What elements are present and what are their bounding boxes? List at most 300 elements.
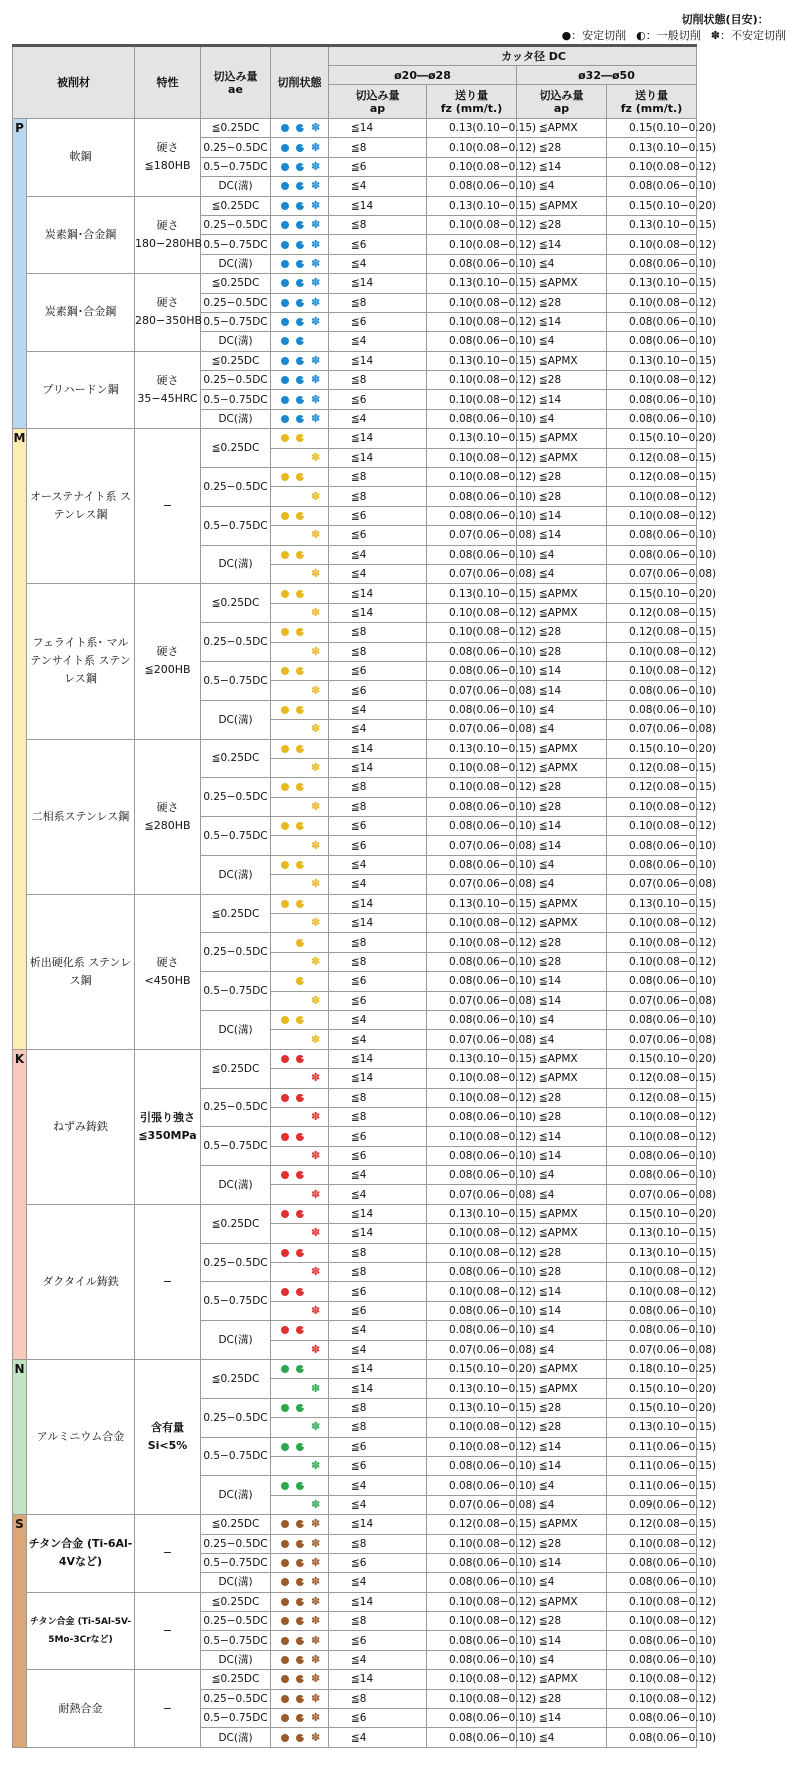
stable-dot-icon [281,337,289,345]
table-row [13,1515,787,1534]
condition-icons [271,177,329,196]
ae-value: 0.25−0.5DC [201,215,271,234]
fz-small: 0.13(0.10−0.15) [427,119,517,138]
ap-large: ≦4 [517,1010,607,1029]
condition-icons [271,720,329,739]
ap-small: ≦14 [329,1592,427,1611]
ap-large: ≦4 [517,1728,607,1747]
condition-icons [271,1360,329,1379]
fz-small: 0.13(0.10−0.15) [427,274,517,293]
fz-large: 0.13(0.10−0.15) [607,138,697,157]
stable-dot-icon [281,1598,289,1606]
ap-small: ≦14 [329,1049,427,1068]
ae-value: 0.5−0.75DC [201,817,271,856]
condition-icons [271,1495,329,1514]
fz-large: 0.07(0.06−0.08) [607,875,697,894]
fz-small: 0.07(0.06−0.08) [427,836,517,855]
general-half-icon [296,1326,304,1334]
ap-large: ≦APMX [517,584,607,603]
group-code-S: S [13,1515,27,1748]
condition-icons [271,1282,329,1301]
condition-icons [271,1592,329,1611]
fz-small: 0.13(0.10−0.15) [427,894,517,913]
material-name: ダクタイル鋳鉄 [27,1204,135,1359]
unstable-star-icon: ✽ [311,295,321,309]
ap-small: ≦6 [329,817,427,836]
fz-small: 0.08(0.06−0.10) [427,1010,517,1029]
fz-small: 0.10(0.08−0.12) [427,1534,517,1553]
fz-large: 0.08(0.06−0.10) [607,1728,697,1747]
fz-large: 0.10(0.08−0.12) [607,952,697,971]
ap-small: ≦14 [329,1224,427,1243]
ap-small: ≦4 [329,1185,427,1204]
fz-small: 0.10(0.08−0.12) [427,1069,517,1088]
fz-large: 0.12(0.08−0.15) [607,603,697,622]
ap-large: ≦14 [517,157,607,176]
stable-dot-icon [281,1520,289,1528]
unstable-star-icon: ✽ [311,722,321,736]
fz-large: 0.08(0.06−0.10) [607,177,697,196]
condition-icons [271,1049,329,1068]
fz-small: 0.08(0.06−0.10) [427,409,517,428]
condition-icons [271,409,329,428]
stable-dot-icon [281,1734,289,1742]
fz-small: 0.10(0.08−0.12) [427,157,517,176]
ap-small: ≦8 [329,1612,427,1631]
ap-large: ≦28 [517,468,607,487]
stable-dot-icon [281,1443,289,1451]
unstable-star-icon: ✽ [311,1226,321,1240]
material-property: − [135,429,201,584]
condition-icons [271,1709,329,1728]
fz-small: 0.13(0.10−0.15) [427,429,517,448]
condition-icons [271,1107,329,1126]
ap-small: ≦4 [329,700,427,719]
unstable-star-icon: ✽ [311,1517,321,1531]
general-half-icon [296,628,304,636]
fz-large: 0.10(0.08−0.12) [607,506,697,525]
ap-small: ≦4 [329,332,427,351]
unstable-star-icon: ✽ [311,1265,321,1279]
general-half-icon [296,667,304,675]
ae-value: DC(溝) [201,1321,271,1360]
fz-small: 0.07(0.06−0.08) [427,1185,517,1204]
ap-small: ≦8 [329,138,427,157]
condition-icons [271,1456,329,1475]
fz-small: 0.10(0.08−0.12) [427,215,517,234]
table-row [13,1670,787,1689]
ap-small: ≦14 [329,1069,427,1088]
material-property: 硬さ 35−45HRC [135,351,201,429]
fz-large: 0.08(0.06−0.10) [607,1631,697,1650]
fz-small: 0.08(0.06−0.10) [427,952,517,971]
stable-dot-icon [281,551,289,559]
fz-small: 0.07(0.06−0.08) [427,720,517,739]
general-half-icon [296,415,304,423]
ae-value: 0.25−0.5DC [201,623,271,662]
general-half-icon [296,1637,304,1645]
stable-dot-icon [281,628,289,636]
unstable-star-icon: ✽ [311,450,321,464]
unstable-star-icon: ✽ [311,1556,321,1570]
fz-large: 0.15(0.10−0.20) [607,739,697,758]
header-fz-1: 送り量 fz (mm/t.) [427,85,517,119]
fz-small: 0.10(0.08−0.12) [427,312,517,331]
condition-icons [271,603,329,622]
fz-small: 0.08(0.06−0.10) [427,1301,517,1320]
ap-small: ≦6 [329,836,427,855]
material-property: 含有量 Si<5% [135,1360,201,1515]
fz-large: 0.08(0.06−0.10) [607,681,697,700]
unstable-star-icon: ✽ [311,373,321,387]
ae-value: DC(溝) [201,1476,271,1515]
fz-large: 0.10(0.08−0.12) [607,1107,697,1126]
material-name: チタン合金 (Ti-5Al-5V-5Mo-3Crなど) [27,1592,135,1670]
fz-small: 0.10(0.08−0.12) [427,371,517,390]
ap-small: ≦6 [329,1437,427,1456]
general-half-icon [296,1288,304,1296]
ap-large: ≦14 [517,1146,607,1165]
ap-large: ≦14 [517,1437,607,1456]
condition-icons [271,138,329,157]
ap-large: ≦14 [517,1456,607,1475]
fz-small: 0.10(0.08−0.12) [427,623,517,642]
ap-large: ≦4 [517,1321,607,1340]
stable-dot-icon [281,1171,289,1179]
unstable-star-icon: ✽ [311,838,321,852]
unstable-star-icon: ✽ [311,198,321,212]
ap-small: ≦14 [329,119,427,138]
fz-small: 0.08(0.06−0.10) [427,1553,517,1572]
material-name: 炭素鋼･合金鋼 [27,274,135,352]
material-name: フェライト系･ マルテンサイト系 ステンレス鋼 [27,584,135,739]
fz-large: 0.12(0.08−0.15) [607,1069,697,1088]
unstable-star-icon: ✽ [311,761,321,775]
fz-large: 0.08(0.06−0.10) [607,1321,697,1340]
ae-value: 0.25−0.5DC [201,468,271,507]
ae-value: 0.25−0.5DC [201,778,271,817]
fz-small: 0.13(0.10−0.15) [427,739,517,758]
fz-large: 0.08(0.06−0.10) [607,409,697,428]
header-range2: ø32―ø50 [517,66,697,85]
group-code-P: P [13,119,27,429]
ap-small: ≦8 [329,952,427,971]
table-row [13,1592,787,1611]
ae-value: 0.5−0.75DC [201,661,271,700]
ae-value: 0.25−0.5DC [201,1398,271,1437]
condition-icons [271,506,329,525]
fz-small: 0.10(0.08−0.12) [427,1592,517,1611]
general-half-icon [296,1249,304,1257]
material-property: − [135,1592,201,1670]
stable-dot-icon [281,667,289,675]
stable-dot-icon [281,1714,289,1722]
condition-icons [271,1379,329,1398]
stable-dot-icon [281,396,289,404]
ae-value: 0.5−0.75DC [201,1631,271,1650]
stable-dot-icon [281,590,289,598]
fz-small: 0.13(0.10−0.15) [427,584,517,603]
fz-small: 0.07(0.06−0.08) [427,1495,517,1514]
unstable-star-icon: ✽ [311,353,321,367]
ae-value: ≦0.25DC [201,1592,271,1611]
ap-small: ≦14 [329,1515,427,1534]
condition-icons [271,894,329,913]
ap-small: ≦8 [329,1689,427,1708]
ap-small: ≦4 [329,1010,427,1029]
unstable-star-icon: ✽ [311,1110,321,1124]
fz-small: 0.10(0.08−0.12) [427,914,517,933]
general-half-icon [296,512,304,520]
ap-large: ≦28 [517,952,607,971]
unstable-star-icon: ✽ [311,1032,321,1046]
stable-dot-icon [281,376,289,384]
stable-dot-icon [281,783,289,791]
table-body [13,119,787,1748]
material-name: 軟鋼 [27,119,135,197]
ae-value: 0.5−0.75DC [201,1437,271,1476]
fz-large: 0.08(0.06−0.10) [607,254,697,273]
stable-dot-icon [281,279,289,287]
ap-large: ≦4 [517,1166,607,1185]
fz-small: 0.13(0.10−0.15) [427,1204,517,1223]
fz-large: 0.08(0.06−0.10) [607,1301,697,1320]
ae-value: DC(溝) [201,254,271,273]
material-property: 硬さ 180−280HB [135,196,201,274]
ap-large: ≦4 [517,332,607,351]
ap-small: ≦8 [329,642,427,661]
condition-icons [271,1650,329,1669]
ae-value: 0.25−0.5DC [201,933,271,972]
condition-icons [271,836,329,855]
fz-large: 0.10(0.08−0.12) [607,1282,697,1301]
general-half-icon [296,202,304,210]
material-property: 硬さ ≦280HB [135,739,201,894]
stable-dot-icon [281,1578,289,1586]
ap-small: ≦14 [329,739,427,758]
ap-large: ≦4 [517,875,607,894]
stable-dot-icon [281,299,289,307]
stable-dot-icon [281,745,289,753]
ap-small: ≦8 [329,487,427,506]
ap-small: ≦8 [329,778,427,797]
general-half-icon [296,163,304,171]
condition-icons [271,254,329,273]
fz-small: 0.15(0.10−0.20) [427,1360,517,1379]
fz-large: 0.10(0.08−0.12) [607,661,697,680]
fz-small: 0.08(0.06−0.10) [427,855,517,874]
unstable-star-icon: ✽ [311,1536,321,1550]
fz-large: 0.10(0.08−0.12) [607,642,697,661]
material-property: 硬さ <450HB [135,894,201,1049]
fz-large: 0.08(0.06−0.10) [607,312,697,331]
ae-value: 0.5−0.75DC [201,506,271,545]
fz-large: 0.10(0.08−0.12) [607,487,697,506]
condition-icons [271,855,329,874]
ap-small: ≦8 [329,1243,427,1262]
table-row [13,274,787,293]
ap-large: ≦APMX [517,1069,607,1088]
stable-dot-icon [281,1695,289,1703]
condition-icons [271,1534,329,1553]
fz-small: 0.08(0.06−0.10) [427,487,517,506]
unstable-star-icon: ✽ [311,1187,321,1201]
ap-large: ≦APMX [517,1515,607,1534]
general-half-icon [296,900,304,908]
ap-large: ≦APMX [517,914,607,933]
group-code-K: K [13,1049,27,1359]
unstable-star-icon: ✽ [311,489,321,503]
general-half-icon [296,260,304,268]
ap-large: ≦4 [517,1495,607,1514]
ap-large: ≦4 [517,409,607,428]
material-name: 炭素鋼･合金鋼 [27,196,135,274]
general-half-icon [296,124,304,132]
ap-large: ≦28 [517,371,607,390]
fz-small: 0.07(0.06−0.08) [427,1030,517,1049]
fz-large: 0.13(0.10−0.15) [607,1224,697,1243]
legend-unstable: ✽：不安定切削 [710,29,786,42]
fz-large: 0.13(0.10−0.15) [607,1418,697,1437]
ap-small: ≦14 [329,1360,427,1379]
fz-small: 0.10(0.08−0.12) [427,468,517,487]
ap-large: ≦28 [517,778,607,797]
ae-value: ≦0.25DC [201,584,271,623]
fz-small: 0.10(0.08−0.12) [427,390,517,409]
unstable-star-icon: ✽ [311,412,321,426]
unstable-star-icon: ✽ [311,1653,321,1667]
fz-large: 0.08(0.06−0.10) [607,332,697,351]
stable-dot-icon [281,1133,289,1141]
general-icon: ◐ [636,29,646,42]
unstable-star-icon: ✽ [311,1594,321,1608]
ap-large: ≦APMX [517,1224,607,1243]
condition-icons [271,875,329,894]
ae-value: DC(溝) [201,332,271,351]
fz-large: 0.11(0.06−0.15) [607,1437,697,1456]
stable-dot-icon [281,1210,289,1218]
ap-large: ≦APMX [517,758,607,777]
unstable-star-icon: ✽ [311,916,321,930]
table-row [13,429,787,448]
general-half-icon [296,783,304,791]
stable-dot-icon [281,124,289,132]
ap-large: ≦28 [517,1107,607,1126]
stable-dot-icon [281,182,289,190]
ap-large: ≦APMX [517,429,607,448]
fz-large: 0.10(0.08−0.12) [607,914,697,933]
unstable-star-icon: ✽ [311,644,321,658]
condition-icons [271,293,329,312]
fz-large: 0.12(0.08−0.15) [607,623,697,642]
condition-icons [271,1553,329,1572]
unstable-star-icon: ✽ [311,1459,321,1473]
group-code-N: N [13,1360,27,1515]
condition-icons [271,312,329,331]
general-half-icon [296,861,304,869]
general-half-icon [296,318,304,326]
unstable-star-icon: ✽ [311,1420,321,1434]
unstable-star-icon: ✽ [311,954,321,968]
table-header [13,46,787,119]
fz-large: 0.08(0.06−0.10) [607,1573,697,1592]
ap-small: ≦8 [329,797,427,816]
fz-large: 0.08(0.06−0.10) [607,1553,697,1572]
fz-large: 0.10(0.08−0.12) [607,1592,697,1611]
fz-large: 0.07(0.06−0.08) [607,991,697,1010]
ap-small: ≦6 [329,312,427,331]
material-name: チタン合金 (Ti-6Al-4Vなど) [27,1515,135,1593]
ap-large: ≦28 [517,215,607,234]
stable-dot-icon [281,1675,289,1683]
fz-large: 0.10(0.08−0.12) [607,1534,697,1553]
header-range1: ø20―ø28 [329,66,517,85]
fz-small: 0.10(0.08−0.12) [427,293,517,312]
fz-small: 0.08(0.06−0.10) [427,700,517,719]
fz-large: 0.08(0.06−0.10) [607,1650,697,1669]
ap-large: ≦28 [517,642,607,661]
condition-icons [271,429,329,448]
unstable-star-icon: ✽ [311,1304,321,1318]
fz-small: 0.08(0.06−0.10) [427,1728,517,1747]
ae-value: 0.25−0.5DC [201,293,271,312]
material-property: − [135,1204,201,1359]
ae-value: ≦0.25DC [201,1670,271,1689]
ap-large: ≦APMX [517,119,607,138]
ap-small: ≦4 [329,409,427,428]
fz-small: 0.08(0.06−0.10) [427,177,517,196]
ap-small: ≦14 [329,429,427,448]
condition-icons [271,196,329,215]
fz-small: 0.07(0.06−0.08) [427,564,517,583]
unstable-star-icon: ✽ [311,1633,321,1647]
fz-large: 0.12(0.08−0.15) [607,448,697,467]
fz-small: 0.12(0.08−0.15) [427,1515,517,1534]
legend-items [562,28,786,44]
stable-dot-icon [281,861,289,869]
fz-large: 0.12(0.08−0.15) [607,1088,697,1107]
fz-small: 0.10(0.08−0.12) [427,1418,517,1437]
material-property: 引張り強さ ≦350MPa [135,1049,201,1204]
ap-small: ≦8 [329,1398,427,1417]
fz-large: 0.07(0.06−0.08) [607,564,697,583]
fz-small: 0.08(0.06−0.10) [427,1166,517,1185]
fz-large: 0.12(0.08−0.15) [607,778,697,797]
fz-small: 0.13(0.10−0.15) [427,1049,517,1068]
stable-dot-icon [281,1288,289,1296]
header-ap-2: 切込み量 ap [517,85,607,119]
material-property: 硬さ 280−350HB [135,274,201,352]
stable-dot-icon [281,1637,289,1645]
ae-value: DC(溝) [201,1166,271,1205]
ap-small: ≦4 [329,720,427,739]
general-half-icon [296,1598,304,1606]
general-half-icon [296,1695,304,1703]
stable-dot-icon [281,415,289,423]
legend-title: 切削状態(目安)： [681,13,769,26]
ae-value: ≦0.25DC [201,119,271,138]
ap-large: ≦14 [517,1553,607,1572]
ae-value: DC(溝) [201,1010,271,1049]
table-row [13,1049,787,1068]
ap-large: ≦APMX [517,1592,607,1611]
material-name: 析出硬化系 ステンレス鋼 [27,894,135,1049]
ap-small: ≦4 [329,1495,427,1514]
ap-small: ≦6 [329,1553,427,1572]
ap-small: ≦4 [329,1476,427,1495]
ap-small: ≦6 [329,1146,427,1165]
ap-small: ≦4 [329,1650,427,1669]
